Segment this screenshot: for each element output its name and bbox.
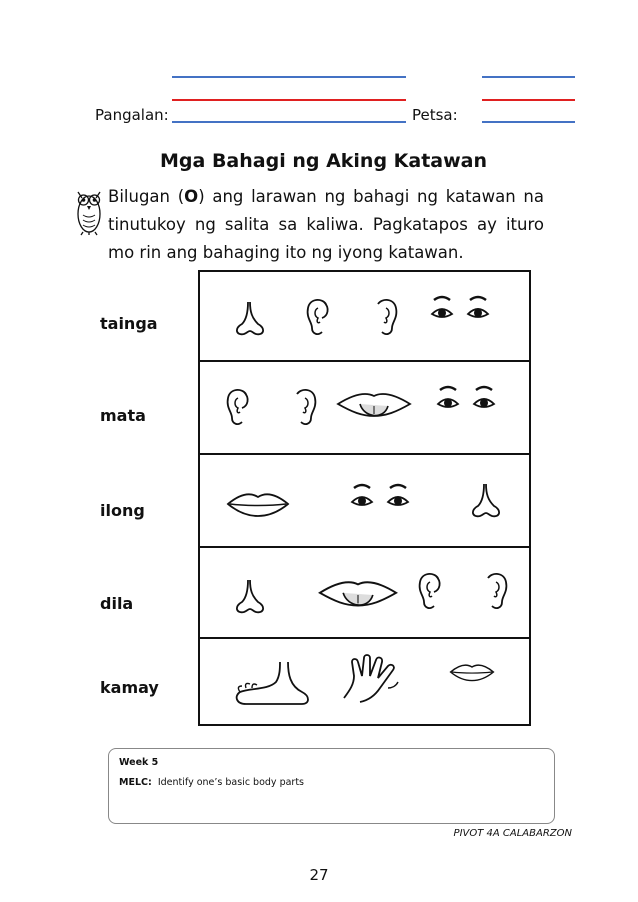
name-guide-top-line — [172, 76, 406, 78]
name-guide-mid-line — [172, 99, 406, 101]
row-word-ilong: ilong — [100, 501, 145, 520]
date-label: Petsa: — [412, 106, 458, 124]
row-word-tainga: tainga — [100, 314, 158, 333]
melc-text: Identify one’s basic body parts — [157, 777, 305, 788]
ear-icon[interactable] — [304, 296, 334, 338]
row-word-kamay: kamay — [100, 678, 159, 697]
melc-box — [108, 748, 555, 824]
page-title: Mga Bahagi ng Aking Katawan — [160, 150, 488, 172]
eyes-icon[interactable] — [428, 294, 494, 324]
nose-icon[interactable] — [464, 482, 508, 520]
melc-label: MELC: — [119, 777, 152, 788]
page-number: 27 — [309, 866, 329, 884]
instruction-text: Bilugan (O) ang larawan ng bahagi ng katawan na tinutukoy ng salita sa kaliwa. Pagkatapos ay ituro mo rin ang bahaging ito ng iyong katawan. — [108, 187, 545, 262]
date-guide-base-line[interactable] — [482, 121, 575, 123]
footer-text: PIVOT 4A CALABARZON — [453, 828, 572, 839]
ear-icon[interactable] — [289, 386, 319, 428]
lips-icon[interactable] — [226, 490, 290, 518]
ear-icon[interactable] — [370, 296, 400, 338]
name-label: Pangalan: — [95, 106, 169, 124]
tongue-icon[interactable] — [336, 390, 412, 424]
melc-line — [119, 777, 304, 788]
nose-icon[interactable] — [228, 300, 272, 338]
nose-icon[interactable] — [228, 578, 272, 616]
lips-icon[interactable] — [448, 662, 496, 682]
hand-icon[interactable] — [340, 654, 406, 704]
week-label: Week 5 — [119, 757, 159, 768]
date-guide-top-line — [482, 76, 575, 78]
row-word-mata: mata — [100, 406, 146, 425]
ear-icon[interactable] — [416, 570, 446, 612]
tongue-icon[interactable] — [316, 578, 400, 614]
row-word-dila: dila — [100, 594, 134, 613]
foot-icon[interactable] — [232, 660, 312, 708]
eyes-icon[interactable] — [434, 384, 500, 414]
date-guide-mid-line — [482, 99, 575, 101]
eyes-icon[interactable] — [348, 482, 414, 512]
ear-icon[interactable] — [480, 570, 510, 612]
owl-icon — [74, 182, 104, 236]
name-guide-base-line[interactable] — [172, 121, 406, 123]
ear-icon[interactable] — [224, 386, 254, 428]
